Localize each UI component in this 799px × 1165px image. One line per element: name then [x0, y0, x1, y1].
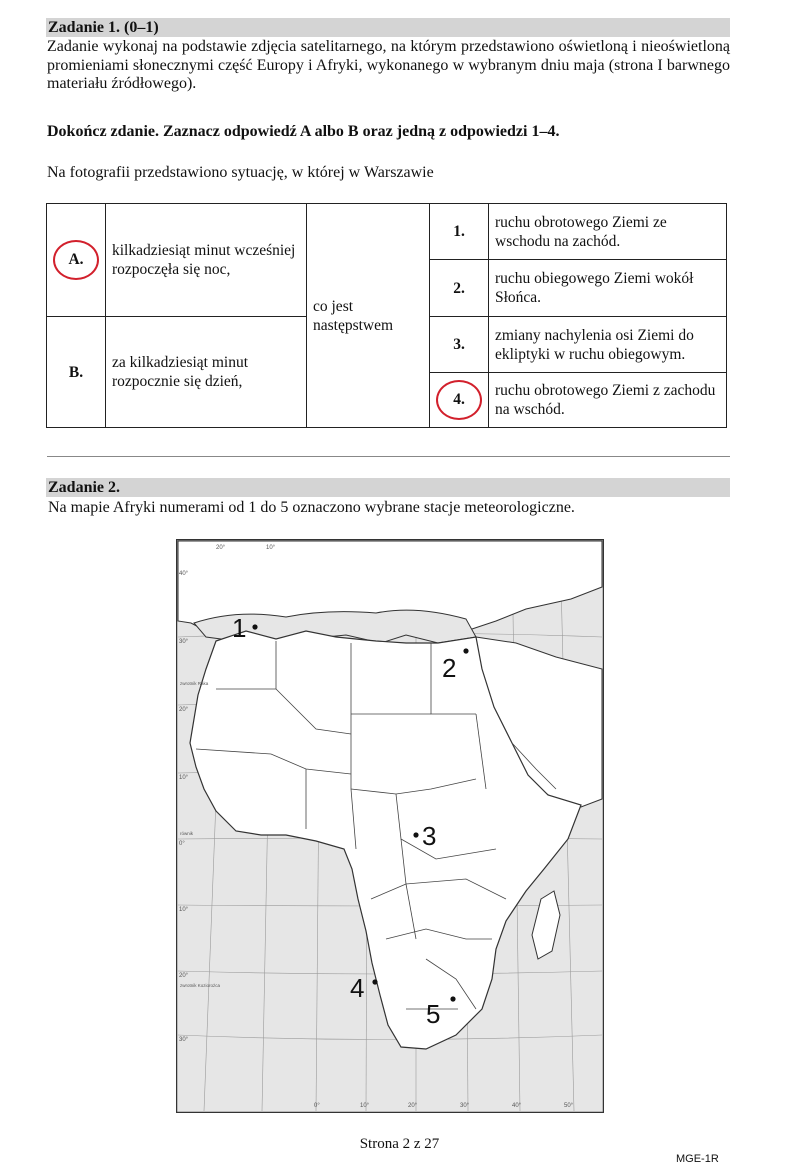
lat-label-40n: 40°: [179, 571, 189, 577]
lon-label-50e: 50°: [564, 1103, 574, 1109]
station-3-dot: [413, 832, 418, 837]
lat-label-10s: 10°: [179, 907, 189, 913]
task1-instruction: Dokończ zdanie. Zaznacz odpowiedź A albo B oraz jedną z odpowiedzi 1–4.: [47, 123, 560, 140]
station-5-dot: [450, 996, 455, 1001]
station-4-dot: [372, 979, 377, 984]
station-2-label: 2: [442, 653, 457, 683]
option-3-text: zmiany nachylenia osi Ziemi do ekliptyki w ruchu obiegowym.: [489, 317, 727, 373]
station-3-label: 3: [422, 821, 437, 851]
lon-label-20w: 20°: [216, 545, 226, 551]
exam-code: MGE-1R: [676, 1153, 719, 1165]
option-2-text: ruchu obiegowego Ziemi wokół Słońca.: [489, 260, 727, 317]
lat-label-20s: 20°: [179, 973, 189, 979]
station-5-label: 5: [426, 999, 441, 1029]
option-1-text: ruchu obrotowego Ziemi ze wschodu na zachód.: [489, 204, 727, 260]
page-number: Strona 2 z 27: [359, 1136, 440, 1152]
africa-map: [176, 539, 604, 1113]
lat-label-10n: 10°: [179, 775, 189, 781]
task2-header-bar: [46, 478, 730, 497]
lat-label-30n: 30°: [179, 639, 189, 645]
tropic-cancer-label: zwrotnik Raka: [180, 681, 209, 686]
option-2-label[interactable]: 2.: [430, 260, 489, 317]
station-2-dot: [463, 648, 468, 653]
equator-label: równik: [180, 831, 194, 836]
option-a-cell[interactable]: [47, 204, 106, 317]
task1-header-bar: [46, 18, 730, 37]
task2-header: Zadanie 2.: [48, 479, 121, 496]
option-3-label[interactable]: 3.: [430, 317, 489, 373]
lon-label-10w: 10°: [266, 545, 276, 551]
lat-label-0: 0°: [179, 841, 185, 847]
task-separator: [47, 456, 730, 457]
task1-stem: Na fotografii przedstawiono sytuację, w której w Warszawie: [47, 164, 434, 181]
answer-table: [46, 203, 727, 428]
station-1-label: 1: [232, 613, 247, 643]
task1-header: Zadanie 1. (0–1): [48, 19, 159, 36]
station-4-label: 4: [350, 973, 365, 1003]
lat-label-20n: 20°: [179, 707, 189, 713]
lon-label-10e: 10°: [360, 1103, 370, 1109]
station-1-dot: [252, 624, 257, 629]
middle-text: co jest następstwem: [307, 204, 430, 428]
option-4-cell[interactable]: [430, 373, 489, 428]
option-b-label[interactable]: B.: [47, 317, 106, 428]
option-4-label[interactable]: 4.: [436, 380, 482, 420]
lat-label-30s: 30°: [179, 1037, 189, 1043]
option-1-label[interactable]: 1.: [430, 204, 489, 260]
tropic-capricorn-label: zwrotnik Koziorożca: [180, 983, 221, 988]
lon-label-0: 0°: [314, 1103, 320, 1109]
option-4-text: ruchu obrotowego Ziemi z zachodu na wschód.: [489, 373, 727, 428]
task2-intro: Na mapie Afryki numerami od 1 do 5 oznaczono wybrane stacje meteorologiczne.: [48, 499, 575, 516]
lon-label-40e: 40°: [512, 1103, 522, 1109]
option-a-text: kilkadziesiąt minut wcześniej rozpoczęła się noc,: [106, 204, 307, 317]
option-b-text: za kilkadziesiąt minut rozpocznie się dzień,: [106, 317, 307, 428]
option-a-label[interactable]: A.: [53, 240, 99, 280]
task1-intro: Zadanie wykonaj na podstawie zdjęcia satelitarnego, na którym przedstawiono oświetloną i nieoświetloną promieniami słonecznymi część Europy i Afryki, wykonanego w wybranym dniu maja (strona I barwnego materiału źródłowego).: [47, 38, 730, 92]
lon-label-20e: 20°: [408, 1103, 418, 1109]
lon-label-30e: 30°: [460, 1103, 470, 1109]
